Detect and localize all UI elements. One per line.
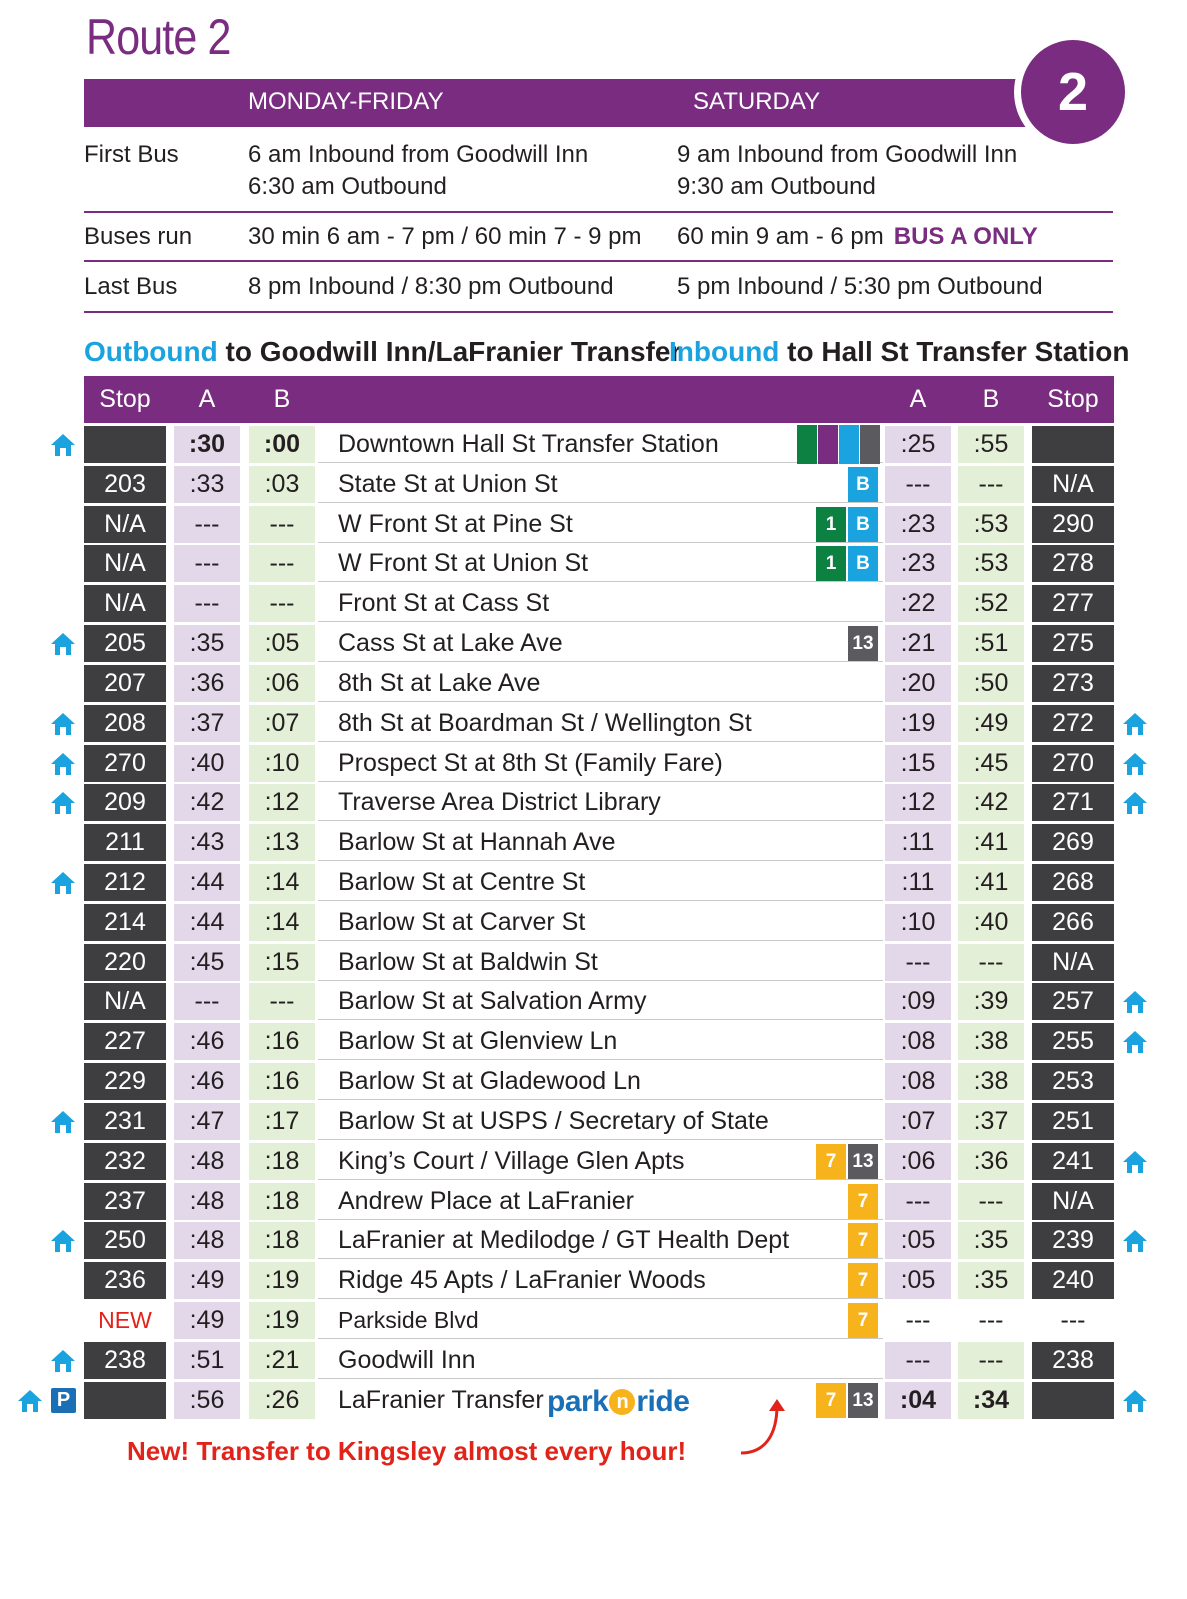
stop-name: King’s Court / Village Glen Apts <box>318 1143 883 1180</box>
outbound-b-time: --- <box>249 983 315 1020</box>
stop-name: Barlow St at Carver St <box>318 904 883 941</box>
outbound-a-time: --- <box>174 506 240 543</box>
outbound-stop-number: 220 <box>84 944 166 981</box>
outbound-b-time: :16 <box>249 1063 315 1100</box>
inbound-b-time: --- <box>958 1342 1024 1379</box>
inbound-stop-number: N/A <box>1032 466 1114 503</box>
inbound-stop-number: 290 <box>1032 506 1114 543</box>
inbound-stop-number <box>1032 426 1114 463</box>
inbound-a-time: :11 <box>885 864 951 901</box>
shelter-icon <box>1121 710 1149 738</box>
park-n-ride-n: n <box>609 1389 635 1415</box>
outbound-stop-number: 237 <box>84 1183 166 1220</box>
inbound-b-time: :50 <box>958 665 1024 702</box>
inbound-stop-number: N/A <box>1032 944 1114 981</box>
outbound-a-time: :47 <box>174 1103 240 1140</box>
inbound-a-time: --- <box>885 466 951 503</box>
outbound-b-time: :14 <box>249 864 315 901</box>
connecting-route-badge: 13 <box>848 1144 878 1179</box>
inbound-a-time: :23 <box>885 545 951 582</box>
shelter-icon <box>49 1347 77 1375</box>
outbound-b-time: :18 <box>249 1143 315 1180</box>
header-a-inbound: A <box>909 385 927 413</box>
inbound-stop-number <box>1032 1382 1114 1419</box>
park-n-ride-logo <box>547 1385 689 1419</box>
header-stop-inbound: Stop <box>1047 385 1099 413</box>
stop-name: Barlow St at Baldwin St <box>318 944 883 981</box>
inbound-b-time: :55 <box>958 426 1024 463</box>
header-b-outbound: B <box>273 385 291 413</box>
stop-name: Downtown Hall St Transfer Station <box>318 426 883 463</box>
inbound-stop-number: 239 <box>1032 1222 1114 1259</box>
divider <box>84 260 1113 262</box>
inbound-b-time: :38 <box>958 1023 1024 1060</box>
outbound-b-time: :05 <box>249 625 315 662</box>
connecting-route-badge: 7 <box>848 1303 878 1338</box>
stop-name: Traverse Area District Library <box>318 784 883 821</box>
shelter-icon <box>1121 1148 1149 1176</box>
outbound-b-time: :21 <box>249 1342 315 1379</box>
stop-name: W Front St at Pine St <box>318 506 883 543</box>
transfer-footnote: New! Transfer to Kingsley almost every hour! <box>127 1436 687 1466</box>
outbound-stop-number: 250 <box>84 1222 166 1259</box>
park-n-ride-park: park <box>547 1385 609 1418</box>
header-a-outbound: A <box>198 385 216 413</box>
divider <box>84 211 1113 213</box>
outbound-a-time: :43 <box>174 824 240 861</box>
inbound-b-time: --- <box>958 1302 1024 1339</box>
last-bus-saturday: 5 pm Inbound / 5:30 pm Outbound <box>677 273 1043 300</box>
connecting-route-badge: 7 <box>848 1184 878 1219</box>
saturday-header: SATURDAY <box>693 88 821 115</box>
inbound-a-time: :23 <box>885 506 951 543</box>
buses-run-saturday-text: 60 min 9 am - 6 pm <box>677 223 884 250</box>
stop-name: Barlow St at Glenview Ln <box>318 1023 883 1060</box>
outbound-b-time: :16 <box>249 1023 315 1060</box>
outbound-stop-number: 203 <box>84 466 166 503</box>
inbound-a-time: :09 <box>885 983 951 1020</box>
inbound-a-time: :07 <box>885 1103 951 1140</box>
inbound-stop-number: 255 <box>1032 1023 1114 1060</box>
inbound-stop-number: 257 <box>1032 983 1114 1020</box>
outbound-b-time: :14 <box>249 904 315 941</box>
stop-name: Ridge 45 Apts / LaFranier Woods <box>318 1262 883 1299</box>
inbound-stop-number: 253 <box>1032 1063 1114 1100</box>
last-bus-weekday: 8 pm Inbound / 8:30 pm Outbound <box>248 273 614 300</box>
shelter-icon <box>1121 1387 1149 1415</box>
stop-name: W Front St at Union St <box>318 545 883 582</box>
outbound-a-time: :42 <box>174 784 240 821</box>
outbound-b-time: :15 <box>249 944 315 981</box>
stop-name: Parkside Blvd <box>318 1302 883 1339</box>
inbound-b-time: :53 <box>958 506 1024 543</box>
inbound-stop-number: 271 <box>1032 784 1114 821</box>
bus-a-only-note: BUS A ONLY <box>893 223 1038 250</box>
inbound-stop-number: 273 <box>1032 665 1114 702</box>
service-header-band <box>84 79 1029 127</box>
inbound-destination: to Hall St Transfer Station <box>779 336 1130 367</box>
outbound-a-time: :36 <box>174 665 240 702</box>
outbound-b-time: :13 <box>249 824 315 861</box>
shelter-icon <box>49 869 77 897</box>
stop-name: 8th St at Lake Ave <box>318 665 883 702</box>
connecting-route-badge: B <box>848 546 878 581</box>
stop-name: Barlow St at Gladewood Ln <box>318 1063 883 1100</box>
inbound-b-time: :39 <box>958 983 1024 1020</box>
outbound-stop-number: 236 <box>84 1262 166 1299</box>
stop-name: Prospect St at 8th St (Family Fare) <box>318 745 883 782</box>
outbound-b-time: --- <box>249 585 315 622</box>
route-color-stripe <box>818 425 838 464</box>
inbound-a-time: :10 <box>885 904 951 941</box>
outbound-stop-number <box>84 426 166 463</box>
inbound-stop-number: 269 <box>1032 824 1114 861</box>
new-stop-label: NEW <box>84 1302 166 1339</box>
route-color-stripe <box>860 425 880 464</box>
outbound-stop-number: 208 <box>84 705 166 742</box>
inbound-b-time: :37 <box>958 1103 1024 1140</box>
outbound-a-time: :48 <box>174 1222 240 1259</box>
outbound-stop-number: 227 <box>84 1023 166 1060</box>
shelter-icon <box>49 1108 77 1136</box>
inbound-b-time: :41 <box>958 824 1024 861</box>
outbound-b-time: :03 <box>249 466 315 503</box>
inbound-stop-number: 266 <box>1032 904 1114 941</box>
outbound-a-time: :44 <box>174 904 240 941</box>
inbound-b-time: --- <box>958 944 1024 981</box>
shelter-icon <box>1121 750 1149 778</box>
outbound-a-time: :30 <box>174 426 240 463</box>
connecting-route-badge: 7 <box>848 1223 878 1258</box>
outbound-destination: to Goodwill Inn/LaFranier Transfer <box>217 336 682 367</box>
connecting-route-badge: 13 <box>848 1383 878 1418</box>
inbound-b-time: :41 <box>958 864 1024 901</box>
inbound-a-time: :08 <box>885 1023 951 1060</box>
first-bus-label: First Bus <box>84 141 179 168</box>
stop-name: Barlow St at Hannah Ave <box>318 824 883 861</box>
inbound-stop-number: 272 <box>1032 705 1114 742</box>
outbound-a-time: :46 <box>174 1063 240 1100</box>
outbound-a-time: :35 <box>174 625 240 662</box>
outbound-stop-number: 238 <box>84 1342 166 1379</box>
first-bus-weekday-2: 6:30 am Outbound <box>248 173 447 200</box>
inbound-b-time: :45 <box>958 745 1024 782</box>
inbound-a-time: :11 <box>885 824 951 861</box>
connecting-route-badge: B <box>848 507 878 542</box>
inbound-stop-number: --- <box>1032 1302 1114 1339</box>
inbound-stop-number: 278 <box>1032 545 1114 582</box>
shelter-icon <box>1121 789 1149 817</box>
first-bus-saturday-2: 9:30 am Outbound <box>677 173 876 200</box>
connecting-route-badge: B <box>848 467 878 502</box>
connecting-route-badge: 7 <box>816 1383 846 1418</box>
inbound-b-time: :51 <box>958 625 1024 662</box>
outbound-b-time: --- <box>249 506 315 543</box>
shelter-icon <box>1121 988 1149 1016</box>
inbound-a-time: :21 <box>885 625 951 662</box>
outbound-word: Outbound <box>84 336 218 367</box>
stop-name: Barlow St at Salvation Army <box>318 983 883 1020</box>
stop-name: Cass St at Lake Ave <box>318 625 883 662</box>
outbound-a-time: --- <box>174 545 240 582</box>
outbound-a-time: :46 <box>174 1023 240 1060</box>
shelter-icon <box>49 630 77 658</box>
outbound-stop-number: 231 <box>84 1103 166 1140</box>
shelter-icon <box>1121 1028 1149 1056</box>
outbound-a-time: :56 <box>174 1382 240 1419</box>
outbound-b-time: :06 <box>249 665 315 702</box>
outbound-stop-number: 270 <box>84 745 166 782</box>
shelter-icon <box>16 1387 44 1415</box>
outbound-a-time: --- <box>174 585 240 622</box>
route-number-badge: 2 <box>1021 40 1125 144</box>
arrow-icon <box>735 1395 795 1465</box>
shelter-icon <box>1121 1227 1149 1255</box>
outbound-stop-number: 211 <box>84 824 166 861</box>
outbound-stop-number: 209 <box>84 784 166 821</box>
outbound-b-time: :12 <box>249 784 315 821</box>
inbound-a-time: :05 <box>885 1222 951 1259</box>
buses-run-weekday: 30 min 6 am - 7 pm / 60 min 7 - 9 pm <box>248 223 642 250</box>
header-stop-outbound: Stop <box>99 385 151 413</box>
weekday-header: MONDAY-FRIDAY <box>248 88 444 115</box>
inbound-b-time: :53 <box>958 545 1024 582</box>
stop-name: LaFranier Transfer <box>338 1386 544 1414</box>
last-bus-label: Last Bus <box>84 273 178 300</box>
outbound-stop-number: N/A <box>84 506 166 543</box>
inbound-b-time: :34 <box>958 1382 1024 1419</box>
outbound-a-time: :51 <box>174 1342 240 1379</box>
shelter-icon <box>49 710 77 738</box>
inbound-a-time: :20 <box>885 665 951 702</box>
inbound-a-time: --- <box>885 1342 951 1379</box>
outbound-b-time: --- <box>249 545 315 582</box>
outbound-b-time: :10 <box>249 745 315 782</box>
stop-name: Andrew Place at LaFranier <box>318 1183 883 1220</box>
outbound-stop-number: N/A <box>84 983 166 1020</box>
outbound-a-time: :48 <box>174 1183 240 1220</box>
outbound-stop-number: 229 <box>84 1063 166 1100</box>
outbound-a-time: :48 <box>174 1143 240 1180</box>
outbound-b-time: :19 <box>249 1262 315 1299</box>
inbound-b-time: :42 <box>958 784 1024 821</box>
outbound-stop-number: 214 <box>84 904 166 941</box>
inbound-a-time: :05 <box>885 1262 951 1299</box>
outbound-a-time: :40 <box>174 745 240 782</box>
buses-run-saturday <box>677 221 1038 253</box>
stop-name: Barlow St at USPS / Secretary of State <box>318 1103 883 1140</box>
inbound-b-time: :40 <box>958 904 1024 941</box>
outbound-b-time: :07 <box>249 705 315 742</box>
outbound-direction <box>84 336 681 368</box>
inbound-stop-number: 238 <box>1032 1342 1114 1379</box>
inbound-stop-number: 268 <box>1032 864 1114 901</box>
page-title: Route 2 <box>86 9 231 65</box>
inbound-stop-number: N/A <box>1032 1183 1114 1220</box>
outbound-stop-number: N/A <box>84 545 166 582</box>
outbound-stop-number <box>84 1382 166 1419</box>
outbound-b-time: :00 <box>249 426 315 463</box>
stop-name: Front St at Cass St <box>318 585 883 622</box>
inbound-a-time: :15 <box>885 745 951 782</box>
inbound-a-time: :12 <box>885 784 951 821</box>
connecting-route-badge: 7 <box>848 1263 878 1298</box>
stop-name: Barlow St at Centre St <box>318 864 883 901</box>
outbound-stop-number: 207 <box>84 665 166 702</box>
inbound-b-time: :52 <box>958 585 1024 622</box>
park-n-ride-ride: ride <box>636 1385 690 1418</box>
outbound-stop-number: 205 <box>84 625 166 662</box>
inbound-b-time: --- <box>958 466 1024 503</box>
inbound-stop-number: 277 <box>1032 585 1114 622</box>
inbound-stop-number: 270 <box>1032 745 1114 782</box>
shelter-icon <box>49 750 77 778</box>
outbound-stop-number: N/A <box>84 585 166 622</box>
outbound-a-time: :44 <box>174 864 240 901</box>
outbound-a-time: :49 <box>174 1262 240 1299</box>
inbound-stop-number: 241 <box>1032 1143 1114 1180</box>
inbound-stop-number: 275 <box>1032 625 1114 662</box>
inbound-direction <box>669 336 1129 368</box>
outbound-b-time: :26 <box>249 1382 315 1419</box>
shelter-icon <box>49 789 77 817</box>
inbound-a-time: :06 <box>885 1143 951 1180</box>
connecting-route-badge: 7 <box>816 1144 846 1179</box>
connecting-route-badge: 13 <box>848 626 878 661</box>
parking-icon: P <box>51 1388 76 1413</box>
inbound-b-time: :35 <box>958 1222 1024 1259</box>
outbound-a-time: :45 <box>174 944 240 981</box>
stop-name: LaFranier at Medilodge / GT Health Dept <box>318 1222 883 1259</box>
inbound-word: Inbound <box>669 336 780 367</box>
divider <box>84 311 1113 313</box>
inbound-a-time: :22 <box>885 585 951 622</box>
outbound-b-time: :18 <box>249 1183 315 1220</box>
outbound-b-time: :19 <box>249 1302 315 1339</box>
outbound-a-time: :49 <box>174 1302 240 1339</box>
inbound-a-time: :08 <box>885 1063 951 1100</box>
outbound-a-time: :33 <box>174 466 240 503</box>
outbound-stop-number: 212 <box>84 864 166 901</box>
connecting-route-badge: 1 <box>816 507 846 542</box>
connecting-route-badge: 1 <box>816 546 846 581</box>
inbound-a-time: --- <box>885 1302 951 1339</box>
inbound-b-time: --- <box>958 1183 1024 1220</box>
inbound-b-time: :49 <box>958 705 1024 742</box>
route-color-stripe <box>839 425 859 464</box>
inbound-stop-number: 240 <box>1032 1262 1114 1299</box>
inbound-a-time: :19 <box>885 705 951 742</box>
route-color-stripe <box>797 425 817 464</box>
outbound-a-time: --- <box>174 983 240 1020</box>
inbound-a-time: :04 <box>885 1382 951 1419</box>
buses-run-label: Buses run <box>84 223 193 250</box>
outbound-b-time: :18 <box>249 1222 315 1259</box>
stop-name: Goodwill Inn <box>318 1342 883 1379</box>
inbound-a-time: --- <box>885 1183 951 1220</box>
shelter-icon <box>49 431 77 459</box>
outbound-a-time: :37 <box>174 705 240 742</box>
first-bus-weekday-1: 6 am Inbound from Goodwill Inn <box>248 141 589 168</box>
shelter-icon <box>49 1227 77 1255</box>
inbound-b-time: :35 <box>958 1262 1024 1299</box>
header-b-inbound: B <box>982 385 1000 413</box>
inbound-a-time: --- <box>885 944 951 981</box>
outbound-b-time: :17 <box>249 1103 315 1140</box>
inbound-b-time: :38 <box>958 1063 1024 1100</box>
first-bus-saturday-1: 9 am Inbound from Goodwill Inn <box>677 141 1018 168</box>
inbound-b-time: :36 <box>958 1143 1024 1180</box>
inbound-stop-number: 251 <box>1032 1103 1114 1140</box>
stop-name: 8th St at Boardman St / Wellington St <box>318 705 883 742</box>
outbound-stop-number: 232 <box>84 1143 166 1180</box>
stop-name: State St at Union St <box>318 466 883 503</box>
inbound-a-time: :25 <box>885 426 951 463</box>
